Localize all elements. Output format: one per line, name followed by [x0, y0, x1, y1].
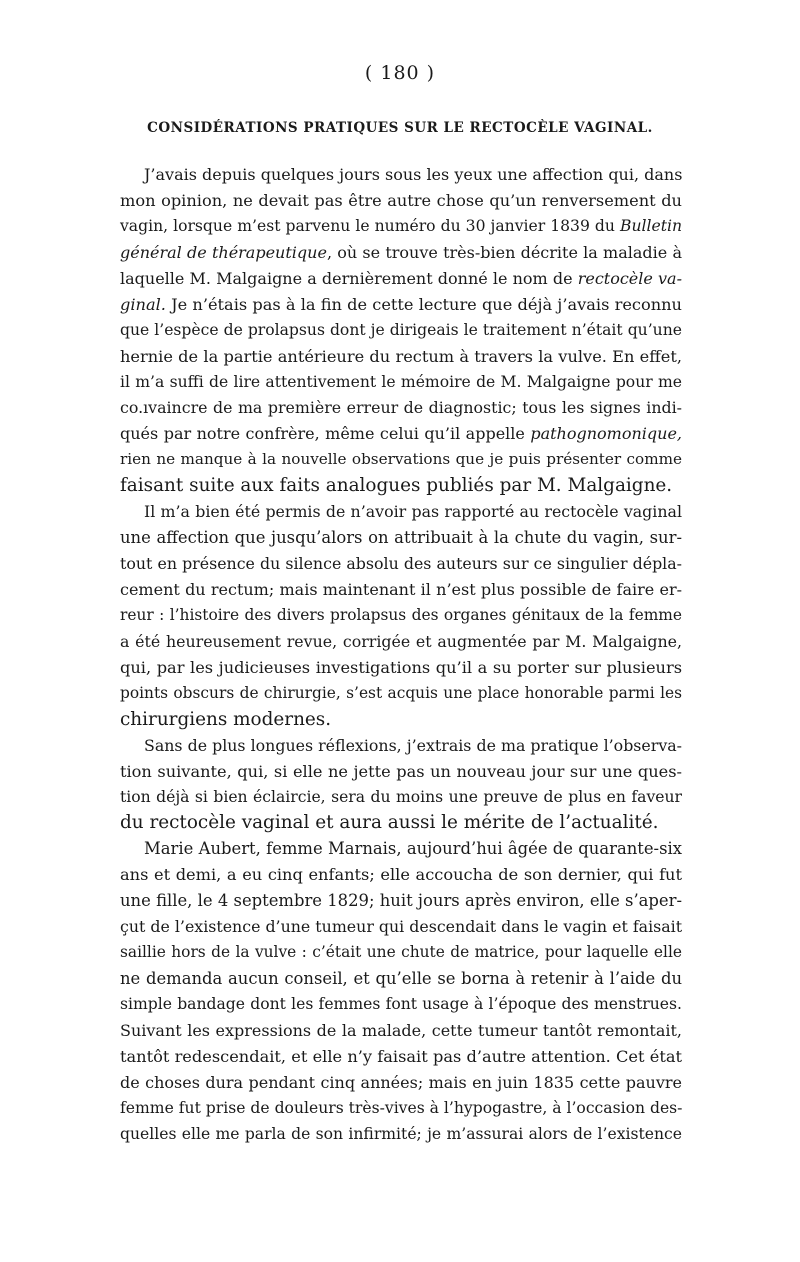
- text-line: tion déjà si bien éclaircie, sera du moins une preuve de plus en faveur: [120, 787, 682, 806]
- text-line: Suivant les expressions de la malade, cette tumeur tantôt remontait,: [120, 1020, 682, 1040]
- text-line: une affection que jusqu’alors on attribuait à la chute du vagin, sur-: [120, 528, 682, 548]
- text-line: ans et demi, a eu cinq enfants; elle accoucha de son dernier, qui fut: [120, 865, 682, 885]
- text-line: laquelle M. Malgaigne a dernièrement donné le nom de rectocèle va-: [120, 268, 682, 288]
- text-line: co.ıvaincre de ma première erreur de diagnostic; tous les signes indi-: [120, 398, 682, 418]
- text-line: tout en présence du silence absolu des auteurs sur ce singulier dépla-: [120, 554, 682, 574]
- text-line: quelles elle me parla de son infirmité; je m’assurai alors de l’existence: [120, 1124, 682, 1143]
- text-line: qui, par les judicieuses investigations qu’il a su porter sur plusieurs: [120, 657, 682, 677]
- text-line: tion suivante, qui, si elle ne jette pas un nouveau jour sur une ques-: [120, 761, 682, 781]
- text-line: rien ne manque à la nouvelle observations que je puis présenter comme: [120, 450, 682, 469]
- text-line: a été heureusement revue, corrigée et augmentée par M. Malgaigne,: [120, 631, 682, 651]
- text-line: femme fut prise de douleurs très-vives à l’hypogastre, à l’occasion des-: [120, 1098, 683, 1117]
- section-title: CONSIDÉRATIONS PRATIQUES SUR LE RECTOCÈLE VAGINAL.: [147, 120, 653, 136]
- text-line: Il m’a bien été permis de n’avoir pas rapporté au rectocèle vaginal: [144, 502, 682, 522]
- text-line: hernie de la partie antérieure du rectum à travers la vulve. En effet,: [120, 346, 682, 366]
- text-line: saillie hors de la vulve : c’était une chute de matrice, pour laquelle elle: [120, 943, 682, 962]
- text-line: Sans de plus longues réflexions, j’extrais de ma pratique l’observa-: [144, 735, 682, 755]
- text-line: il m’a suffi de lire attentivement le mémoire de M. Malgaigne pour me: [120, 372, 682, 391]
- text-line: une fille, le 4 septembre 1829; huit jours après environ, elle s’aper-: [120, 891, 682, 911]
- text-line: çut de l’existence d’une tumeur qui descendait dans le vagin et faisait: [120, 917, 683, 937]
- text-line: du rectocèle vaginal et aura aussi le mérite de l’actualité.: [120, 812, 659, 834]
- text-line: vagin, lorsque m’est parvenu le numéro du 30 janvier 1839 du Bulletin: [120, 216, 682, 235]
- body-text: [120, 162, 682, 1148]
- text-line: de choses dura pendant cinq années; mais en juin 1835 cette pauvre: [120, 1072, 682, 1092]
- text-line: reur : l’histoire des divers prolapsus des organes génitaux de la femme: [120, 605, 682, 624]
- text-line: ne demanda aucun conseil, et qu’elle se borna à retenir à l’aide du: [120, 969, 682, 989]
- text-line: J’avais depuis quelques jours sous les yeux une affection qui, dans: [144, 165, 683, 184]
- text-line: général de thérapeutique, où se trouve très-bien décrite la maladie à: [120, 242, 683, 262]
- text-line: faisant suite aux faits analogues publiés par M. Malgaigne.: [120, 475, 673, 497]
- text-line: qués par notre confrère, même celui qu’il appelle pathognomonique,: [120, 424, 682, 444]
- text-line: chirurgiens modernes.: [120, 708, 332, 730]
- text-line: ginal. Je n’étais pas à la fin de cette lecture que déjà j’avais reconnu: [120, 294, 682, 314]
- text-line: simple bandage dont les femmes font usage à l’époque des menstrues.: [120, 995, 682, 1013]
- page-number: ( 180 ): [364, 62, 436, 84]
- text-line: que l’espèce de prolapsus dont je dirigeais le traitement n’était qu’une: [120, 320, 682, 339]
- text-line: tantôt redescendait, et elle n’y faisait pas d’autre attention. Cet état: [120, 1046, 682, 1066]
- text-line: mon opinion, ne devait pas être autre chose qu’un renversement du: [120, 190, 682, 210]
- text-line: Marie Aubert, femme Marnais, aujourd’hui âgée de quarante-six: [144, 839, 682, 859]
- text-line: cement du rectum; mais maintenant il n’est plus possible de faire er-: [120, 580, 682, 599]
- text-line: points obscurs de chirurgie, s’est acquis une place honorable parmi les: [120, 683, 682, 702]
